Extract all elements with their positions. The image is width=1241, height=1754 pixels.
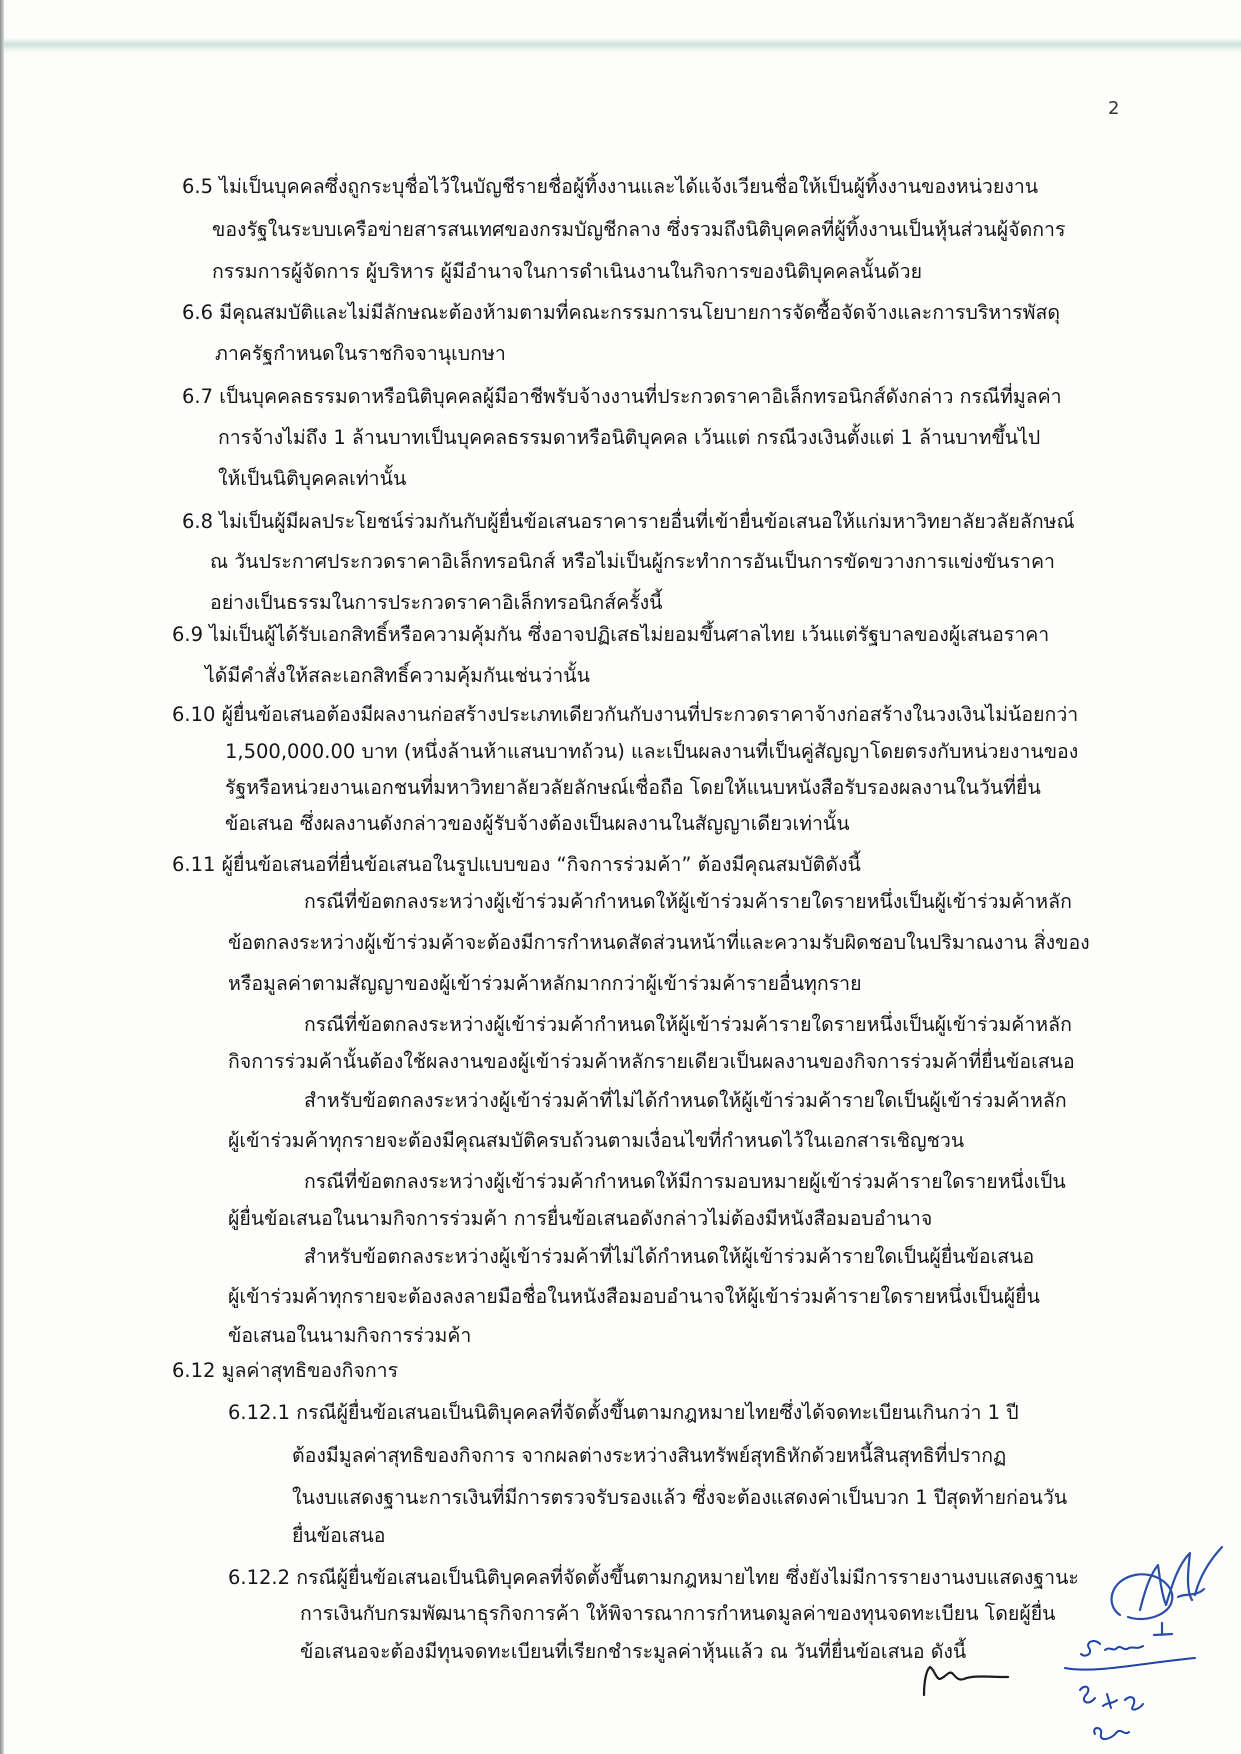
clause-6-6-line-1: 6.6 มีคุณสมบัติและไม่มีลักษณะต้องห้ามตามที่คณะกรรมการนโยบายการจัดซื้อจัดจ้างและการบริหารพัสดุ [182,301,1061,324]
clause-6-11-para-1-line-2: ข้อตกลงระหว่างผู้เข้าร่วมค้าจะต้องมีการกำหนดสัดส่วนหน้าที่และความรับผิดชอบในปริมาณงาน สิ่งของ [228,931,1090,954]
clause-6-10-line-2: 1,500,000.00 บาท (หนึ่งล้านห้าแสนบาทถ้วน) และเป็นผลงานที่เป็นคู่สัญญาโดยตรงกับหน่วยงานของ [225,740,1079,763]
clause-6-11-para-2-line-2: กิจการร่วมค้านั้นต้องใช้ผลงานของผู้เข้าร่วมค้าหลักรายเดียวเป็นผลงานของกิจการร่วมค้าที่ยื่นข้อเสนอ [228,1050,1075,1073]
clause-6-7-line-2: การจ้างไม่ถึง 1 ล้านบาทเป็นบุคคลธรรมดาหรือนิติบุคคล เว้นแต่ กรณีวงเงินตั้งแต่ 1 ล้านบาทขึ้นไป [218,426,1041,449]
clause-6-9-line-1: 6.9 ไม่เป็นผู้ได้รับเอกสิทธิ์หรือความคุ้มกัน ซึ่งอาจปฏิเสธไม่ยอมขึ้นศาลไทย เว้นแต่รัฐบาลของผู้เสนอราคา [172,623,1050,646]
clause-6-10-line-4: ข้อเสนอ ซึ่งผลงานดังกล่าวของผู้รับจ้างต้องเป็นผลงานในสัญญาเดียวเท่านั้น [225,812,850,835]
clause-6-11-para-1-line-3: หรือมูลค่าตามสัญญาของผู้เข้าร่วมค้าหลักมากกว่าผู้เข้าร่วมค้ารายอื่นทุกราย [228,972,862,995]
clause-6-5-line-3: กรรมการผู้จัดการ ผู้บริหาร ผู้มีอำนาจในการดำเนินงานในกิจการของนิติบุคคลนั้นด้วย [212,260,922,283]
clause-6-12-2-line-1: 6.12.2 กรณีผู้ยื่นข้อเสนอเป็นนิติบุคคลที่จัดตั้งขึ้นตามกฎหมายไทย ซึ่งยังไม่มีการรายงานงบแสดงฐานะ [228,1566,1079,1589]
clause-6-10-line-3: รัฐหรือหน่วยงานเอกชนที่มหาวิทยาลัยวลัยลักษณ์เชื่อถือ โดยให้แนบหนังสือรับรองผลงานในวันที่ยื่น [225,776,1041,799]
clause-6-9-line-2: ได้มีคำสั่งให้สละเอกสิทธิ์ความคุ้มกันเช่นว่านั้น [205,664,590,687]
clause-6-11-para-4-line-2: ผู้ยื่นข้อเสนอในนามกิจการร่วมค้า การยื่นข้อเสนอดังกล่าวไม่ต้องมีหนังสือมอบอำนาจ [228,1207,933,1230]
clause-6-12-heading: 6.12 มูลค่าสุทธิของกิจการ [172,1359,399,1382]
signature-blue-cluster [1055,1628,1205,1753]
clause-6-8-line-1: 6.8 ไม่เป็นผู้มีผลประโยชน์ร่วมกันกับผู้ยื่นข้อเสนอราคารายอื่นที่เข้ายื่นข้อเสนอให้แก่มหาวิทยาลัยวลัยลักษณ์ [182,510,1075,533]
scan-edge [0,38,1241,54]
clause-6-7-line-3: ให้เป็นนิติบุคคลเท่านั้น [218,467,407,490]
clause-6-12-1-line-2: ต้องมีมูลค่าสุทธิของกิจการ จากผลต่างระหว่างสินทรัพย์สุทธิหักด้วยหนี้สินสุทธิที่ปรากฏ [292,1444,1007,1467]
clause-6-12-2-line-3: ข้อเสนอจะต้องมีทุนจดทะเบียนที่เรียกชำระมูลค่าหุ้นแล้ว ณ วันที่ยื่นข้อเสนอ ดังนี้ [300,1640,967,1663]
clause-6-6-line-2: ภาครัฐกำหนดในราชกิจจานุเบกษา [215,342,506,365]
clause-6-7-line-1: 6.7 เป็นบุคคลธรรมดาหรือนิติบุคคลผู้มีอาชีพรับจ้างงานที่ประกวดราคาอิเล็กทรอนิกส์ดังกล่าว กรณีที่มูลค่า [182,385,1062,408]
clause-6-5-line-1: 6.5 ไม่เป็นบุคคลซึ่งถูกระบุชื่อไว้ในบัญชีรายชื่อผู้ทิ้งงานและได้แจ้งเวียนชื่อให้เป็นผู้ทิ้งงานของหน่วยงาน [182,175,1039,198]
signature-black [918,1655,1013,1700]
clause-6-11-para-3-line-1: สำหรับข้อตกลงระหว่างผู้เข้าร่วมค้าที่ไม่ได้กำหนดให้ผู้เข้าร่วมค้ารายใดเป็นผู้เข้าร่วมค้าหลัก [304,1089,1067,1112]
clause-6-11-para-3-line-2: ผู้เข้าร่วมค้าทุกรายจะต้องมีคุณสมบัติครบถ้วนตามเงื่อนไขที่กำหนดไว้ในเอกสารเชิญชวน [228,1129,965,1152]
clause-6-10-line-1: 6.10 ผู้ยื่นข้อเสนอต้องมีผลงานก่อสร้างประเภทเดียวกันกับงานที่ประกวดราคาจ้างก่อสร้างในวงเงินไม่น้อยกว่า [172,703,1079,726]
clause-6-5-line-2: ของรัฐในระบบเครือข่ายสารสนเทศของกรมบัญชีกลาง ซึ่งรวมถึงนิติบุคคลที่ผู้ทิ้งงานเป็นหุ้นส่วนผู้จัดการ [212,218,1066,241]
clause-6-12-2-line-2: การเงินกับกรมพัฒนาธุรกิจการค้า ให้พิจารณาการกำหนดมูลค่าของทุนจดทะเบียน โดยผู้ยื่น [300,1602,1056,1625]
clause-6-11-heading: 6.11 ผู้ยื่นข้อเสนอที่ยื่นข้อเสนอในรูปแบบของ “กิจการร่วมค้า” ต้องมีคุณสมบัติดังนี้ [172,853,861,876]
clause-6-8-line-2: ณ วันประกาศประกวดราคาอิเล็กทรอนิกส์ หรือไม่เป็นผู้กระทำการอันเป็นการขัดขวางการแข่งขันราคา [210,550,1056,573]
clause-6-11-para-5-line-2: ผู้เข้าร่วมค้าทุกรายจะต้องลงลายมือชื่อในหนังสือมอบอำนาจให้ผู้เข้าร่วมค้ารายใดรายหนึ่งเป็นผู้ยื่น [228,1285,1040,1308]
clause-6-11-para-2-line-1: กรณีที่ข้อตกลงระหว่างผู้เข้าร่วมค้ากำหนดให้ผู้เข้าร่วมค้ารายใดรายหนึ่งเป็นผู้เข้าร่วมค้าหลัก [304,1013,1072,1036]
clause-6-12-1-line-3: ในงบแสดงฐานะการเงินที่มีการตรวจรับรองแล้ว ซึ่งจะต้องแสดงค่าเป็นบวก 1 ปีสุดท้ายก่อนวัน [292,1486,1068,1509]
clause-6-11-para-5-line-1: สำหรับข้อตกลงระหว่างผู้เข้าร่วมค้าที่ไม่ได้กำหนดให้ผู้เข้าร่วมค้ารายใดเป็นผู้ยื่นข้อเสนอ [304,1245,1035,1268]
clause-6-11-para-1-line-1: กรณีที่ข้อตกลงระหว่างผู้เข้าร่วมค้ากำหนดให้ผู้เข้าร่วมค้ารายใดรายหนึ่งเป็นผู้เข้าร่วมค้าหลัก [304,890,1072,913]
clause-6-8-line-3: อย่างเป็นธรรมในการประกวดราคาอิเล็กทรอนิกส์ครั้งนี้ [210,591,663,614]
page-left-edge [0,0,4,1754]
page-number: 2 [1108,98,1120,119]
clause-6-11-para-4-line-1: กรณีที่ข้อตกลงระหว่างผู้เข้าร่วมค้ากำหนดให้มีการมอบหมายผู้เข้าร่วมค้ารายใดรายหนึ่งเป็น [304,1170,1066,1193]
clause-6-12-1-line-4: ยื่นข้อเสนอ [292,1524,386,1547]
clause-6-11-para-5-line-3: ข้อเสนอในนามกิจการร่วมค้า [228,1324,472,1347]
clause-6-12-1-line-1: 6.12.1 กรณีผู้ยื่นข้อเสนอเป็นนิติบุคคลที่จัดตั้งขึ้นตามกฎหมายไทยซึ่งได้จดทะเบียนเกินกว่า 1 ปี [228,1401,1019,1424]
